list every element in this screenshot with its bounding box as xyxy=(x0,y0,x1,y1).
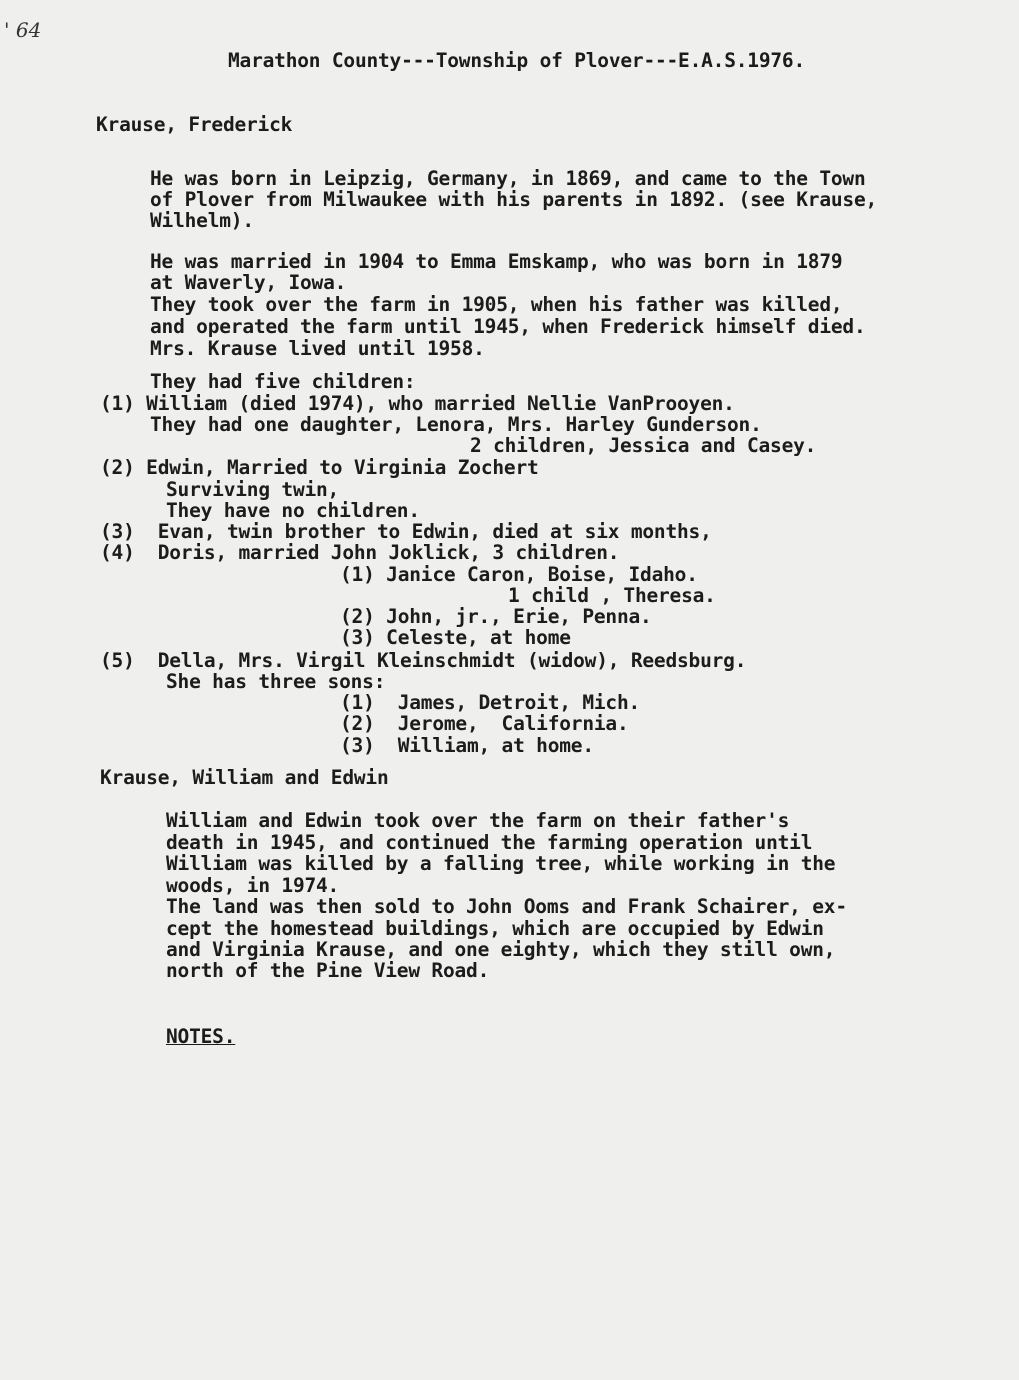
child-detail: Surviving twin, xyxy=(166,478,340,501)
text-line: and Virginia Krause, and one eighty, which they still own, xyxy=(166,938,836,961)
text-line: William and Edwin took over the farm on their father's xyxy=(166,809,790,832)
children-intro: They had five children: xyxy=(150,370,416,393)
child-entry: (5) Della, Mrs. Virgil Kleinschmidt (widow), Reedsburg. xyxy=(100,649,747,672)
text-line: Wilhelm). xyxy=(150,209,254,232)
text-line: He was born in Leipzig, Germany, in 1869, and came to the Town xyxy=(150,167,866,190)
grandchild-detail: 1 child , Theresa. xyxy=(508,584,716,607)
notes-heading: NOTES. xyxy=(166,1025,236,1048)
child-entry: (2) Edwin, Married to Virginia Zochert xyxy=(100,456,539,479)
page-number: ' 64 xyxy=(4,18,42,42)
grandchild-entry: (3) William, at home. xyxy=(340,734,594,757)
child-entry: (1) William (died 1974), who married Nellie VanProoyen. xyxy=(100,392,735,415)
text-line: woods, in 1974. xyxy=(166,874,340,897)
child-detail: 2 children, Jessica and Casey. xyxy=(470,434,817,457)
text-line: cept the homestead buildings, which are occupied by Edwin xyxy=(166,917,824,940)
child-entry: (3) Evan, twin brother to Edwin, died at six months, xyxy=(100,520,712,543)
grandchild-entry: (2) Jerome, California. xyxy=(340,712,629,735)
text-line: Mrs. Krause lived until 1958. xyxy=(150,337,485,360)
grandchild-entry: (2) John, jr., Erie, Penna. xyxy=(340,605,652,628)
grandchild-entry: (3) Celeste, at home xyxy=(340,626,571,649)
grandchild-entry: (1) James, Detroit, Mich. xyxy=(340,691,641,714)
child-detail: They have no children. xyxy=(166,499,420,522)
text-line: at Waverly, Iowa. xyxy=(150,271,347,294)
text-line: He was married in 1904 to Emma Emskamp, who was born in 1879 xyxy=(150,250,843,273)
text-line: William was killed by a falling tree, while working in the xyxy=(166,852,836,875)
text-line: The land was then sold to John Ooms and Frank Schairer, ex- xyxy=(166,895,847,918)
section-heading-william-edwin: Krause, William and Edwin xyxy=(100,766,389,789)
text-line: and operated the farm until 1945, when Frederick himself died. xyxy=(150,315,866,338)
document-header: Marathon County---Township of Plover---E.A.S.1976. xyxy=(228,49,805,72)
child-detail: They had one daughter, Lenora, Mrs. Harley Gunderson. xyxy=(150,413,762,436)
text-line: They took over the farm in 1905, when his father was killed, xyxy=(150,293,843,316)
child-detail: She has three sons: xyxy=(166,670,386,693)
text-line: death in 1945, and continued the farming operation until xyxy=(166,831,813,854)
grandchild-entry: (1) Janice Caron, Boise, Idaho. xyxy=(340,563,698,586)
child-entry: (4) Doris, married John Joklick, 3 children. xyxy=(100,541,620,564)
text-line: north of the Pine View Road. xyxy=(166,959,490,982)
text-line: of Plover from Milwaukee with his parents in 1892. (see Krause, xyxy=(150,188,878,211)
section-heading-frederick: Krause, Frederick xyxy=(96,113,293,136)
